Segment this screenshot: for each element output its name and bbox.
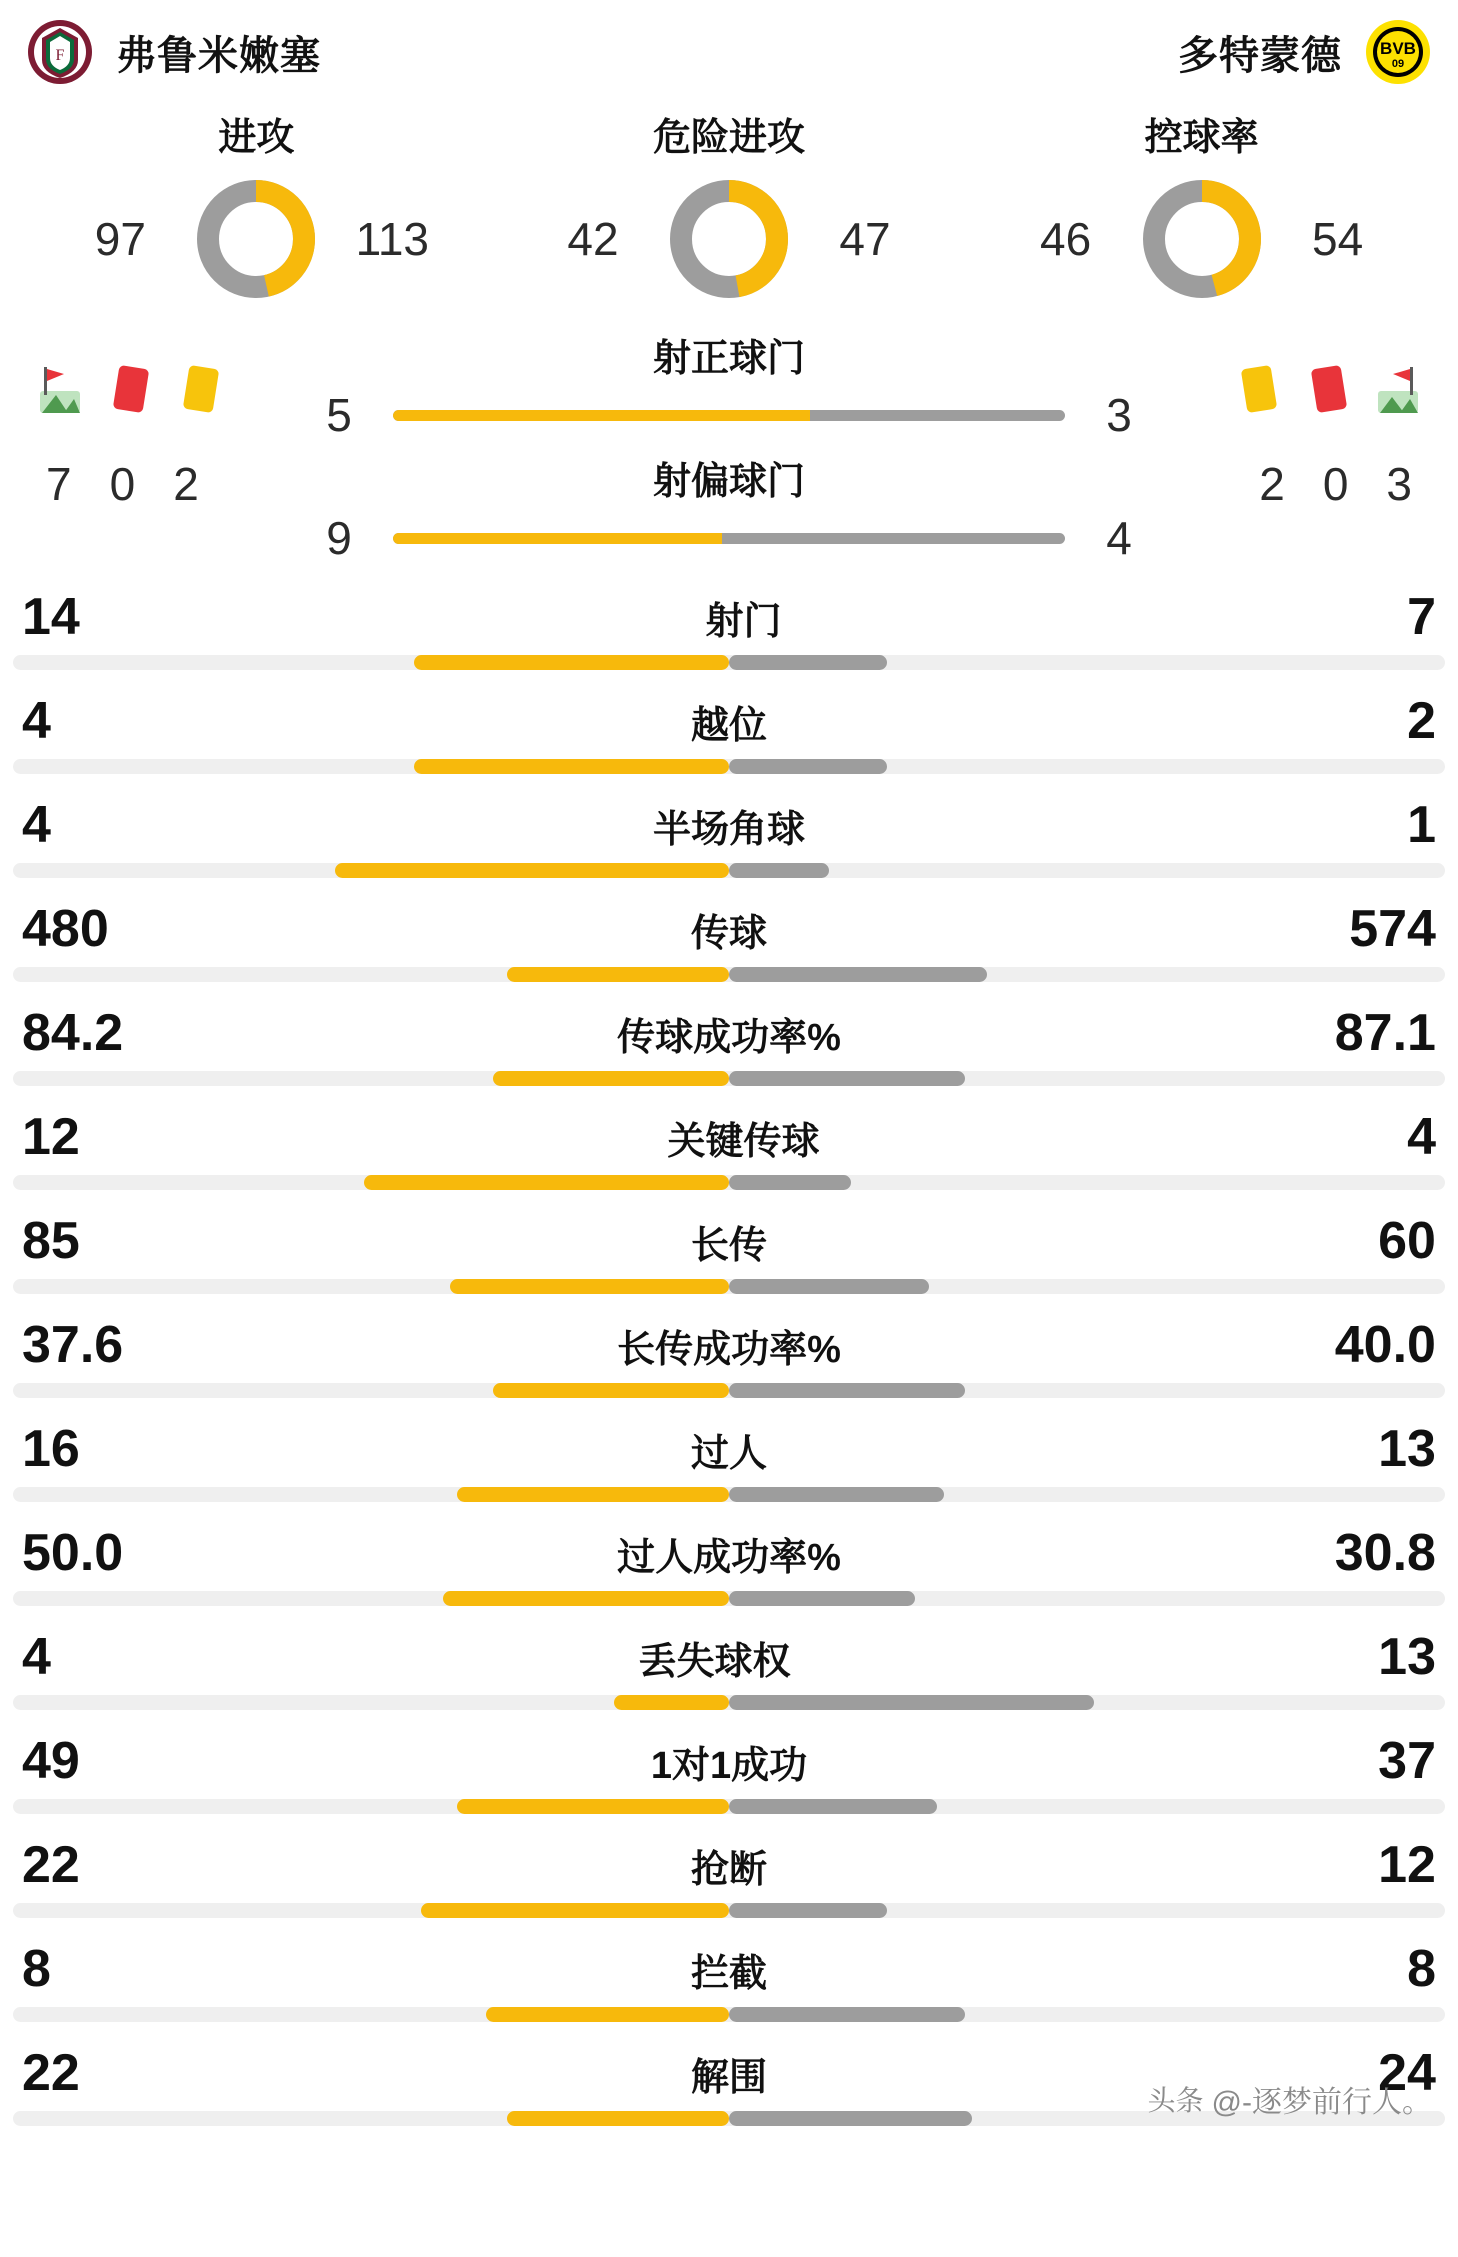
stat-home-value: 50.0 [22, 1524, 124, 1582]
stat-bar-home [13, 2111, 729, 2126]
yellow-card-icon [1232, 361, 1284, 417]
mid-home-value: 9 [326, 512, 352, 564]
away-team [1178, 18, 1432, 86]
mid-home-value: 5 [326, 389, 352, 441]
stat-row [0, 993, 1458, 1097]
stat-label: 传球成功率% [617, 1017, 841, 1059]
stat-label: 射门 [705, 601, 782, 643]
away-discipline-values [1259, 457, 1412, 511]
stat-bar-home [13, 655, 729, 670]
stat-bar-home [13, 967, 729, 982]
home-yellow-card-value: 2 [173, 458, 199, 510]
stat-home-value: 14 [22, 588, 80, 646]
donut-block-possession [987, 106, 1417, 303]
home-team-name: 弗鲁米嫩塞 [116, 33, 321, 78]
stat-away-value: 8 [1407, 1940, 1436, 1998]
mid-bar-track [393, 533, 1065, 544]
stat-label: 过人 [690, 1433, 767, 1475]
svg-text:09: 09 [1391, 58, 1405, 70]
stat-bar-home [13, 1591, 729, 1606]
stat-label: 长传成功率% [617, 1329, 841, 1371]
stat-bar-away [729, 863, 1445, 878]
svg-text:F: F [55, 47, 65, 64]
donut-home-value: 46 [1040, 213, 1092, 265]
svg-text:BVB: BVB [1380, 39, 1416, 58]
home-corner-value: 7 [46, 458, 72, 510]
stat-home-value: 37.6 [22, 1316, 124, 1374]
stat-row [0, 1305, 1458, 1409]
stat-bar-home [13, 1903, 729, 1918]
stat-row [0, 889, 1458, 993]
stat-bar-away [729, 2007, 1445, 2022]
donut-away-value: 113 [355, 213, 429, 265]
donut-away-value: 47 [839, 213, 891, 265]
donut-title: 控球率 [1144, 117, 1259, 159]
stat-row [0, 681, 1458, 785]
stat-home-value: 4 [22, 1628, 51, 1686]
mid-bar-fill-home [393, 533, 722, 544]
donut-title: 危险进攻 [652, 117, 805, 159]
stat-row [0, 785, 1458, 889]
donut-chart-possession [1138, 175, 1266, 303]
mid-away-value: 4 [1106, 512, 1132, 564]
home-team [26, 18, 321, 86]
stat-home-value: 16 [22, 1420, 80, 1478]
stat-bar-away [729, 1591, 1445, 1606]
donut-chart-dangerous-attacks [665, 175, 793, 303]
home-red-card-value: 0 [109, 458, 136, 510]
stat-home-value: 480 [22, 900, 109, 958]
stat-away-value: 4 [1407, 1108, 1436, 1166]
stat-home-value: 49 [22, 1732, 80, 1790]
stat-bar-home [13, 1279, 729, 1294]
stat-home-value: 22 [22, 2044, 80, 2102]
stat-away-value: 12 [1378, 1836, 1436, 1894]
stat-away-value: 2 [1407, 692, 1436, 750]
stat-bar-home [13, 1799, 729, 1814]
donut-block-attacks [41, 106, 471, 303]
mid-bar-shots-off-target [0, 511, 1458, 565]
yellow-card-icon [174, 361, 226, 417]
stat-home-value: 4 [22, 692, 51, 750]
stat-away-value: 13 [1378, 1420, 1436, 1478]
stat-row [0, 1721, 1458, 1825]
stat-label: 丢失球权 [638, 1641, 791, 1683]
stat-bar-away [729, 1695, 1445, 1710]
stat-home-value: 4 [22, 796, 51, 854]
corner-flag-icon [34, 361, 86, 417]
header [0, 0, 1458, 96]
mid-label-shots-off-target: 射偏球门 [652, 461, 805, 503]
donut-away-value: 54 [1312, 213, 1364, 265]
stat-away-value: 40.0 [1334, 1316, 1436, 1374]
stat-bar-away [729, 1487, 1445, 1502]
away-team-name: 多特蒙德 [1178, 33, 1342, 78]
stat-home-value: 85 [22, 1212, 80, 1270]
stat-away-value: 7 [1407, 588, 1436, 646]
away-yellow-card-value: 2 [1259, 458, 1285, 510]
stat-label: 拦截 [690, 1953, 767, 1995]
stat-bar-away [729, 655, 1445, 670]
stat-home-value: 84.2 [22, 1004, 124, 1062]
stat-label: 抢断 [690, 1849, 767, 1891]
red-card-icon [1302, 361, 1354, 417]
stat-row [0, 1097, 1458, 1201]
stat-away-value: 37 [1378, 1732, 1436, 1790]
stat-label: 关键传球 [667, 1121, 820, 1163]
watermark-text: @-逐梦前行人。 [1211, 2086, 1432, 2119]
mid-bar-fill-home [393, 410, 810, 421]
stat-away-value: 30.8 [1334, 1524, 1436, 1582]
mid-label-shots-on-target: 射正球门 [652, 338, 805, 380]
away-corner-value: 3 [1386, 458, 1412, 510]
stat-row [0, 1825, 1458, 1929]
home-discipline-icons [34, 361, 226, 417]
stat-row [0, 1201, 1458, 1305]
stat-label: 1对1成功 [650, 1745, 808, 1787]
stat-bar-home [13, 1071, 729, 1086]
stat-bar-away [729, 967, 1445, 982]
donut-stats-row [0, 96, 1458, 309]
stat-row [0, 1409, 1458, 1513]
donut-title: 进攻 [218, 117, 295, 159]
stat-bar-away [729, 1071, 1445, 1086]
donut-block-dangerous-attacks [514, 106, 944, 303]
stat-bar-away [729, 1175, 1445, 1190]
stat-label: 传球 [690, 913, 767, 955]
watermark [1148, 2077, 1432, 2121]
stat-bar-home [13, 1487, 729, 1502]
borussia-dortmund-crest-icon [1364, 18, 1432, 86]
stat-away-value: 574 [1349, 900, 1436, 958]
stat-bar-home [13, 1695, 729, 1710]
stat-row [0, 577, 1458, 681]
stat-rows [0, 571, 1458, 2137]
stat-label: 长传 [690, 1225, 767, 1267]
stat-bar-away [729, 759, 1445, 774]
stat-bar-home [13, 759, 729, 774]
red-card-icon [104, 361, 156, 417]
stat-label: 过人成功率% [617, 1537, 841, 1579]
stat-away-value: 1 [1407, 796, 1436, 854]
mid-bar-track [393, 410, 1065, 421]
stat-home-value: 8 [22, 1940, 51, 1998]
stat-bar-away [729, 1279, 1445, 1294]
stat-label: 半场角球 [652, 809, 805, 851]
stat-away-value: 60 [1378, 1212, 1436, 1270]
stat-row [0, 1929, 1458, 2033]
stat-away-value: 24 [1378, 2044, 1436, 2102]
stat-home-value: 22 [22, 1836, 80, 1894]
stat-row [0, 1513, 1458, 1617]
stat-bar-away [729, 1799, 1445, 1814]
away-red-card-value: 0 [1322, 458, 1349, 510]
stat-away-value: 13 [1378, 1628, 1436, 1686]
stat-home-value: 12 [22, 1108, 80, 1166]
home-discipline-values [46, 457, 199, 511]
mid-away-value: 3 [1106, 389, 1132, 441]
stat-bar-away [729, 1383, 1445, 1398]
stat-bar-home [13, 2007, 729, 2022]
stat-bar-away [729, 1903, 1445, 1918]
stat-label: 解围 [690, 2057, 767, 2099]
stat-label: 越位 [690, 705, 767, 747]
watermark-badge: 头条 [1147, 2085, 1204, 2116]
mid-section [0, 309, 1458, 571]
stat-bar-home [13, 863, 729, 878]
corner-flag-icon [1372, 361, 1424, 417]
stat-bar-home [13, 1175, 729, 1190]
away-discipline-icons [1232, 361, 1424, 417]
donut-chart-attacks [192, 175, 320, 303]
donut-home-value: 42 [567, 213, 619, 265]
fluminense-crest-icon [26, 18, 94, 86]
stat-bar-home [13, 1383, 729, 1398]
donut-home-value: 97 [94, 213, 146, 265]
stat-row [0, 1617, 1458, 1721]
stat-away-value: 87.1 [1334, 1004, 1436, 1062]
